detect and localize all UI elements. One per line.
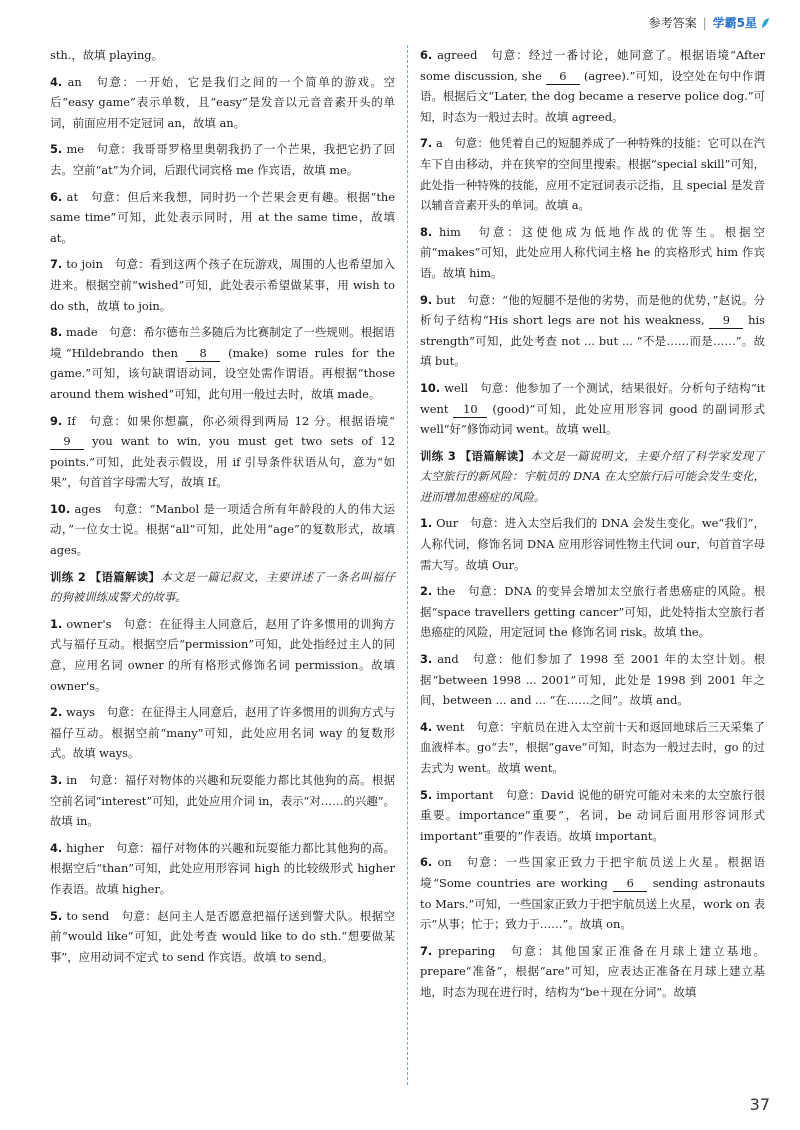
passage-summary: 本文是一篇说明文，主要介绍了科学家发现了太空旅行的新风险：宇航员的 DNA 在太空旅行后可能会发生变化，进而增加患癌症的风险。 (420, 448, 765, 504)
item-number: 1. (50, 616, 63, 631)
item-text: on 句意：一些国家正致力于把宇航员送上火星。根据语境“Some countries are working (420, 855, 765, 890)
answer-item (420, 378, 765, 440)
item-number: 2. (420, 584, 433, 599)
answer-item (420, 649, 765, 711)
passage-summary: 本文是一篇记叙文，主要讲述了一条名叫福仔的狗被训练成警犬的故事。 (50, 569, 395, 605)
item-text: went 句意：宇航员在进入太空前十天和返回地球后三天采集了血液样本。go“去”，根据“gave”可知，时态为一般过去时，go 的过去式为 went。故填 went。 (420, 719, 765, 775)
item-number: 3. (420, 652, 433, 667)
page-header (649, 14, 770, 31)
item-number: 4. (50, 74, 63, 89)
leaf-icon (760, 17, 770, 29)
answer-item (50, 187, 395, 249)
training-label: 训练 2 (50, 569, 86, 584)
item-number: 10. (50, 501, 71, 516)
blank-marker: 10 (453, 401, 487, 418)
blank-marker: 6 (546, 68, 580, 85)
item-text: sending astronauts to Mars.”可知，一些国家正致力于把宇航员送上火星，work on 表示“从事；忙于；致力于……”。故填 on。 (420, 875, 765, 932)
item-text: and 句意：他们参加了 1998 至 2001 年的太空计划。根据“between 1998 ... 2001”可知，此处是 1998 到 2001 年之间，between ... and ... “在……之间”。故填 and。 (420, 652, 765, 708)
answer-item (420, 941, 765, 1003)
item-number: 4. (50, 840, 63, 855)
item-number: 5. (50, 142, 63, 157)
item-number: 6. (420, 855, 433, 870)
item-text: If 句意：如果你想赢，你必须得到两局 12 分。根据语境“ (67, 413, 395, 428)
item-number: 10. (420, 380, 441, 395)
item-text: to send 句意：赵问主人是否愿意把福仔送到警犬队。根据空前“would like”可知，此处考查 would like to do sth.“想要做某事”，应用动词不定式 to send 作宾语。故填 to send。 (50, 908, 395, 964)
training-intro (420, 446, 765, 508)
item-text: preparing 句意：其他国家正准备在月球上建立基地。prepare“准备”，根据“are”可知，应表达正准备在月球上建立基地，时态为现在进行时，结构为“be＋现在分词”。故填 (420, 943, 765, 999)
page-number: 37 (749, 1095, 770, 1114)
blank-marker: 6 (613, 875, 647, 892)
answer-item (420, 717, 765, 779)
item-number: 7. (420, 943, 433, 958)
answer-item (420, 290, 765, 372)
answer-item (50, 906, 395, 968)
item-text: owner's 句意：在征得主人同意后，赵用了许多惯用的训狗方式与福仔互动。根据空后“permission”可知，此处指经过主人的同意，应用名词 owner 的所有格形式修饰名词 permission。故填 owner's。 (50, 616, 395, 693)
item-text: well 句意：他参加了一个测试，结果很好。分析句子结构“it went (420, 380, 765, 416)
answer-item (50, 838, 395, 900)
item-number: 7. (420, 136, 433, 151)
item-number: 6. (50, 189, 63, 204)
answer-item (420, 785, 765, 847)
answer-item (50, 702, 395, 764)
answer-page (50, 45, 765, 1085)
answer-item (50, 411, 395, 493)
item-number: 2. (50, 705, 63, 720)
item-text: in 句意：福仔对物体的兴趣和玩耍能力都比其他狗的高。根据空前名词“interest”可知，此处应用介词 in，表示“对……的兴趣”。故填 in。 (50, 773, 395, 829)
blank-marker: 8 (186, 345, 220, 362)
item-number: 5. (50, 908, 63, 923)
item-number: 3. (50, 773, 63, 787)
item-text: his strength”可知，此处考查 not ... but ... “不是……而是……”。故填 but。 (420, 313, 765, 369)
item-text: ages 句意：“Manbol 是一项适合所有年龄段的人的伟大运动，”一位女士说。根据“all”可知，此处用“age”的复数形式，故填 ages。 (50, 501, 395, 558)
item-text: to join 句意：看到这两个孩子在玩游戏，周围的人也希望加入进来。根据空前“wished”可知，此处表示希望做某事，用 wish to do sth，故填 to join。 (50, 257, 395, 313)
answer-item (420, 513, 765, 575)
answer-item (420, 45, 765, 127)
item-text: an 句意：一开始，它是我们之间的一个简单的游戏。空后“easy game”表示单数，且“easy”是发音以元音音素开头的单词，前面应用不定冠词 an，故填 an。 (50, 74, 395, 130)
training-label: 训练 3 (420, 448, 456, 463)
passage-tag: 【语篇解读】 (459, 448, 531, 463)
item-text: made 句意：希尔德布兰多随后为比赛制定了一些规则。根据语境“Hildebrando then (50, 325, 395, 360)
answer-item (50, 322, 395, 404)
item-text: important 句意：David 说他的研究可能对未来的太空旅行很重要。importance“重要”，名词，be 动词后面用形容词形式 important“重要的”作表语。故填 important。 (420, 787, 765, 843)
item-text: sth.，故填 playing。 (50, 48, 163, 62)
item-text: the 句意：DNA 的变异会增加太空旅行者患癌症的风险。根据“space travellers getting cancer”可知，此处特指太空旅行者患癌症的风险，用定冠词 the 修饰名词 risk。故填 the。 (420, 584, 765, 640)
item-text: Our 句意：进入太空后我们的 DNA 会发生变化。we“我们”，人称代词，修饰名词 DNA 应用形容词性物主代词 our，句首首字母需大写。故填 Our。 (420, 516, 765, 572)
answer-item (50, 499, 395, 561)
item-text: higher 句意：福仔对物体的兴趣和玩耍能力都比其他狗的高。根据空后“than”可知，此处应用形容词 high 的比较级形式 higher 作表语。故填 higher。 (50, 840, 395, 896)
answer-item (420, 581, 765, 643)
item-text: (agree).”可知，设空处在句中作谓语。根据后文“Later, the dog became a reserve police dog.”可知，时态为一般过去时。故填 agreed。 (420, 68, 765, 124)
right-column (407, 45, 765, 1085)
answer-item (420, 133, 765, 215)
answer-label: 参考答案 (648, 16, 697, 30)
answer-item (50, 770, 395, 832)
item-number: 9. (50, 413, 63, 428)
item-text: you want to win, you must get two sets of 12 points.”可知，此处表示假设，用 if 引导条件状语从句，意为“如果”，句首首字母需大写，故填 If。 (50, 434, 396, 490)
item-text: a 句意：他凭着自己的短腿养成了一种特殊的技能：它可以在汽车下自由移动，并在狭窄的空间里搜索。根据“special skill”可知，此处指一种特殊的技能，应用不定冠词表示泛指，且 special 是发音以辅音音素开头的单词。故填 a。 (420, 136, 765, 213)
item-text: (good)”可知，此处应用形容词 good 的副词形式 well“好”修饰动词 went。故填 well。 (420, 401, 765, 437)
brand-name: 学霸5星 (712, 16, 757, 30)
item-number: 1. (420, 516, 433, 531)
answer-item (50, 72, 395, 134)
answer-item (420, 222, 765, 284)
item-number: 4. (420, 719, 433, 734)
blank-marker: 9 (709, 312, 743, 329)
answer-item (50, 45, 395, 66)
item-text: agreed 句意：经过一番讨论，她同意了。根据语境“After some discussion, she (420, 48, 765, 83)
item-number: 5. (420, 787, 433, 802)
item-text: but 句意：“他的短腿不是他的劣势，而是他的优势，”赵说。分析句子结构“His short legs are not his weakness, (420, 292, 765, 328)
answer-item (50, 614, 395, 696)
blank-marker: 9 (50, 433, 84, 450)
item-text: him 句意：这使他成为低地作战的优等生。根据空前“makes”可知，此处应用人称代词主格 he 的宾格形式 him 作宾语。故填 him。 (420, 224, 765, 280)
answer-item (50, 254, 395, 316)
item-text: me 句意：我哥哥罗格里奥朝我扔了一个芒果，我把它扔了回去。空前“at”为介词，后跟代词宾格 me 作宾语，故填 me。 (50, 142, 396, 177)
item-text: (make) some rules for the game.”可知，该句缺谓语动词，设空处需作谓语。再根据“those around them wished”可知，此句用一般过去时，故填 made。 (50, 345, 395, 401)
item-number: 9. (420, 292, 433, 307)
item-number: 7. (50, 257, 63, 272)
answer-item (420, 852, 765, 934)
training-intro (50, 567, 395, 608)
item-text: at 句意：但后来我想，同时扔一个芒果会更有趣。根据“the same time”可知，此处表示同时，用 at the same time，故填 at。 (50, 189, 395, 245)
item-number: 6. (420, 48, 433, 62)
item-text: ways 句意：在征得主人同意后，赵用了许多惯用的训狗方式与福仔互动。根据空前“many”可知，此处应用名词 way 的复数形式。故填 ways。 (50, 705, 395, 761)
item-number: 8. (420, 224, 433, 239)
header-separator: | (702, 15, 707, 30)
left-column (50, 45, 407, 1085)
answer-item (50, 139, 395, 180)
item-number: 8. (50, 325, 63, 340)
passage-tag: 【语篇解读】 (89, 569, 161, 584)
